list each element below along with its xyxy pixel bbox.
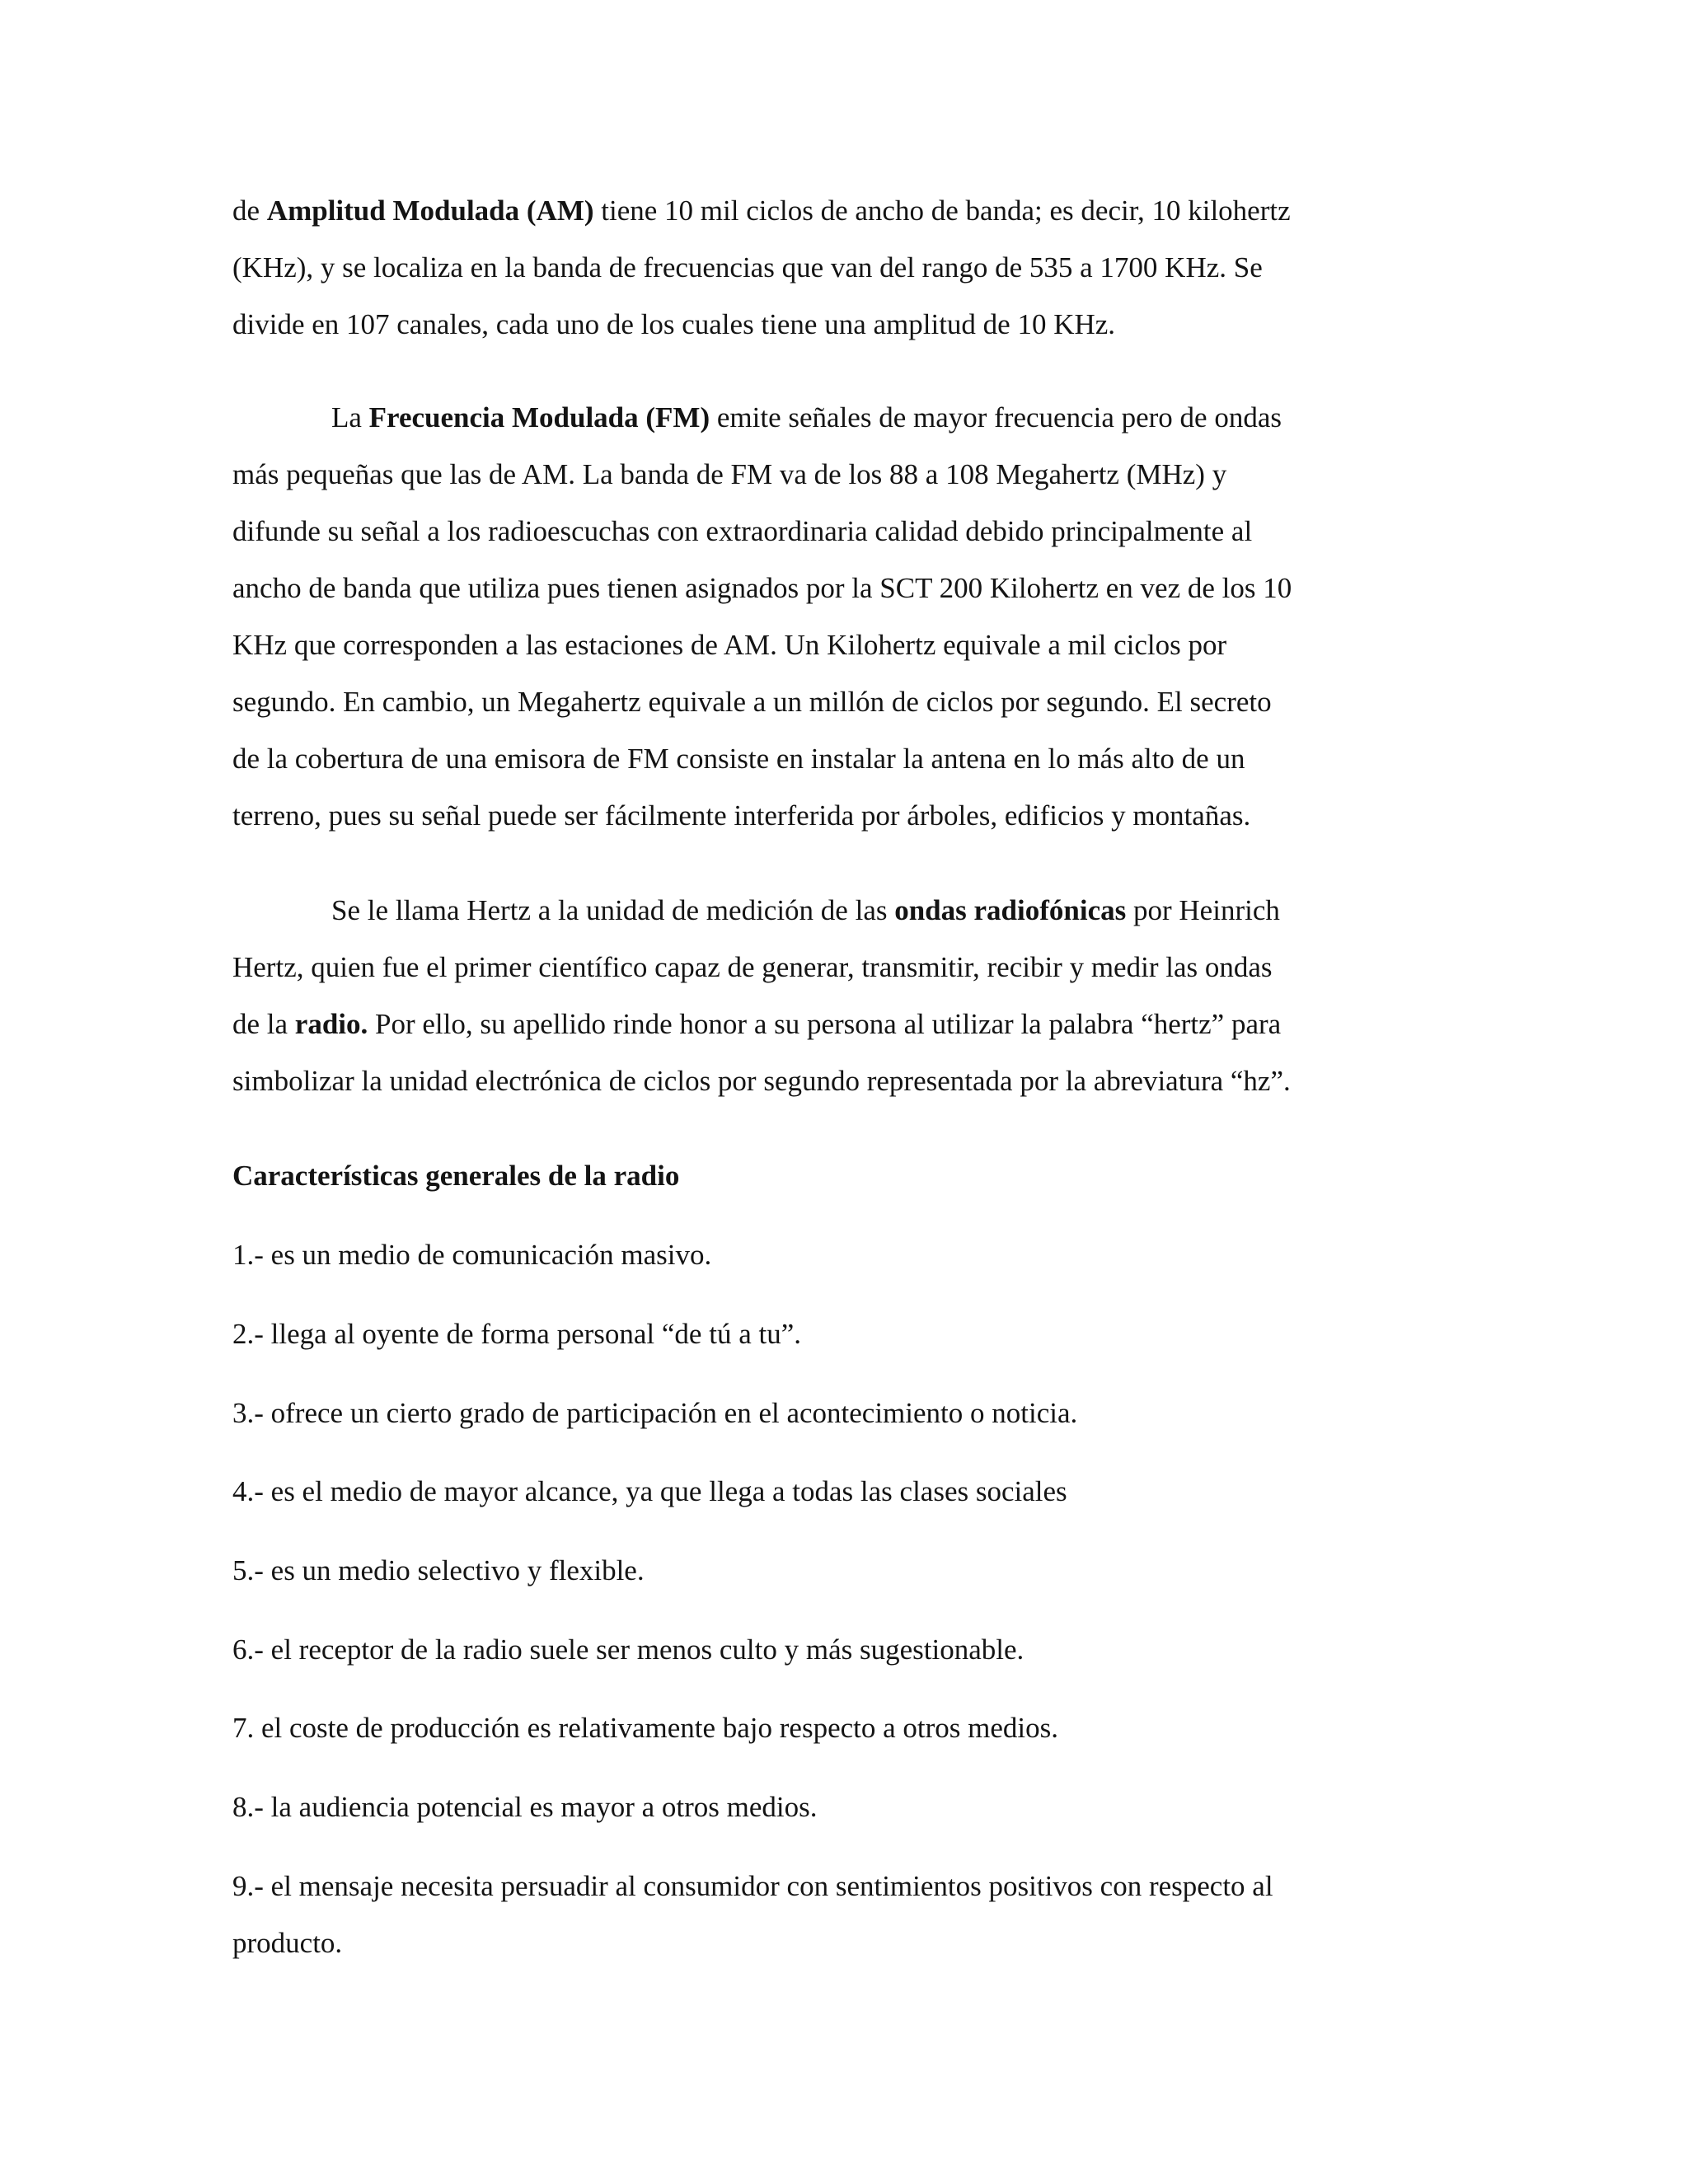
paragraph-hertz-line-3 <box>232 1005 1281 1043</box>
paragraph-fm-line-4: ancho de banda que utiliza pues tienen asignados por la SCT 200 Kilohertz en vez de los 10 <box>232 572 1292 604</box>
text: de la <box>232 1008 295 1040</box>
paragraph-fm-line-7: de la cobertura de una emisora de FM consiste en instalar la antena en lo más alto de un <box>232 743 1245 775</box>
bold-term-fm: Frecuencia Modulada (FM) <box>368 401 710 434</box>
list-item: 7. el coste de producción es relativamente bajo respecto a otros medios. <box>232 1712 1059 1744</box>
bold-term-ondas: ondas radiofónicas <box>894 894 1127 926</box>
text: de <box>232 194 267 227</box>
paragraph-fm-line-3: difunde su señal a los radioescuchas con extraordinaria calidad debido principalmente al <box>232 515 1253 547</box>
paragraph-hertz-line-2: Hertz, quien fue el primer científico capaz de generar, transmitir, recibir y medir las ondas <box>232 951 1273 983</box>
bold-term-am: Amplitud Modulada (AM) <box>266 194 594 227</box>
list-item: 4.- es el medio de mayor alcance, ya que llega a todas las clases sociales <box>232 1475 1067 1507</box>
list-item-continuation: producto. <box>232 1927 343 1959</box>
text: tiene 10 mil ciclos de ancho de banda; es decir, 10 kilohertz <box>593 194 1291 227</box>
paragraph-fm-line-2: más pequeñas que las de AM. La banda de FM va de los 88 a 108 Megahertz (MHz) y <box>232 458 1227 490</box>
paragraph-am-line-1 <box>232 192 1291 230</box>
text: La <box>331 401 369 434</box>
list-item: 3.- ofrece un cierto grado de participación en el acontecimiento o noticia. <box>232 1397 1078 1429</box>
paragraph-fm-line-8: terreno, pues su señal puede ser fácilmente interferida por árboles, edificios y montañas. <box>232 799 1251 832</box>
paragraph-fm-line-1 <box>331 399 1282 437</box>
paragraph-am-line-2: (KHz), y se localiza en la banda de frecuencias que van del rango de 535 a 1700 KHz. Se <box>232 251 1263 284</box>
text: por Heinrich <box>1126 894 1280 926</box>
section-heading: Características generales de la radio <box>232 1160 680 1192</box>
paragraph-fm-line-6: segundo. En cambio, un Megahertz equivale a un millón de ciclos por segundo. El secreto <box>232 686 1272 718</box>
bold-term-radio: radio. <box>294 1008 368 1040</box>
text: emite señales de mayor frecuencia pero de ondas <box>710 401 1282 434</box>
list-item: 1.- es un medio de comunicación masivo. <box>232 1239 712 1271</box>
list-item: 5.- es un medio selectivo y flexible. <box>232 1554 645 1586</box>
paragraph-hertz-line-1 <box>331 892 1280 930</box>
paragraph-hertz-line-4: simbolizar la unidad electrónica de ciclos por segundo representada por la abreviatura “hz”. <box>232 1065 1291 1097</box>
text: Se le llama Hertz a la unidad de medición de las <box>331 894 895 926</box>
paragraph-am-line-3: divide en 107 canales, cada uno de los cuales tiene una amplitud de 10 KHz. <box>232 308 1116 340</box>
text: Por ello, su apellido rinde honor a su persona al utilizar la palabra “hertz” para <box>368 1008 1282 1040</box>
list-item: 9.- el mensaje necesita persuadir al consumidor con sentimientos positivos con respecto al <box>232 1870 1273 1902</box>
paragraph-fm-line-5: KHz que corresponden a las estaciones de AM. Un Kilohertz equivale a mil ciclos por <box>232 629 1227 661</box>
list-item: 6.- el receptor de la radio suele ser menos culto y más sugestionable. <box>232 1633 1025 1666</box>
list-item: 2.- llega al oyente de forma personal “de tú a tu”. <box>232 1318 801 1350</box>
list-item: 8.- la audiencia potencial es mayor a otros medios. <box>232 1791 818 1823</box>
